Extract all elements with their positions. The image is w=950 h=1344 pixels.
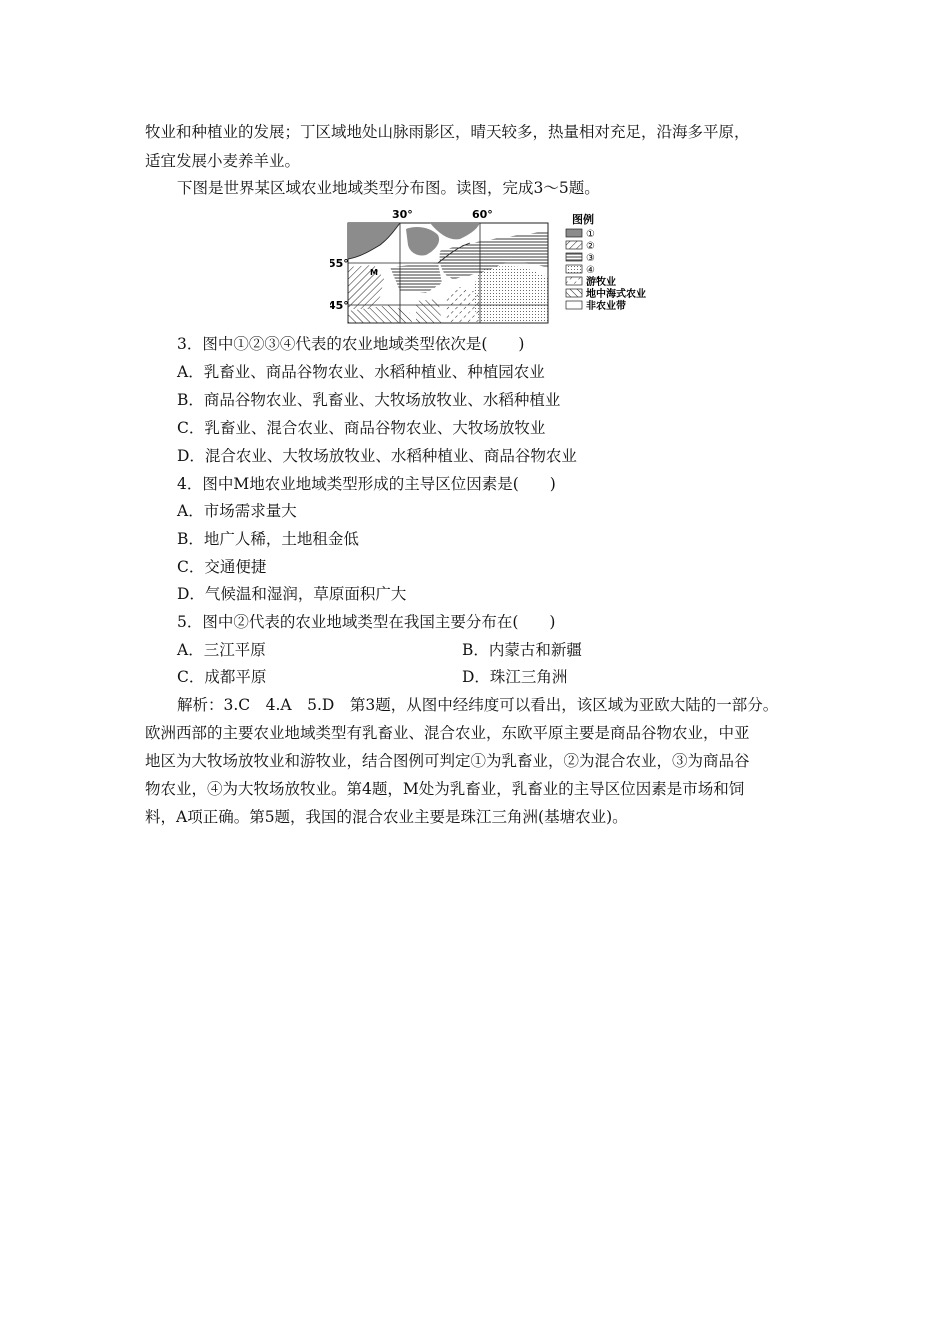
question-5-option-d: D．珠江三角洲 [462, 668, 568, 686]
explanation-line-5: 料，A项正确。第5题，我国的混合农业主要是珠江三角洲(基塘农业)。 [145, 808, 628, 826]
explanation-line-3: 地区为大牧场放牧业和游牧业，结合图例可判定①为乳畜业，②为混合农业，③为商品谷 [145, 752, 750, 770]
question-4: 4．图中M地农业地域类型形成的主导区位因素是( ) [177, 475, 556, 493]
question-4-option-a: A．市场需求量大 [177, 502, 297, 520]
question-3-option-b: B．商品谷物农业、乳畜业、大牧场放牧业、水稻种植业 [177, 391, 561, 409]
lat-label-55: 55° [330, 257, 349, 270]
text-line-1: 牧业和种植业的发展；丁区域地处山脉雨影区，晴天较多，热量相对充足，沿海多平原， [145, 123, 750, 141]
question-3-option-c: C．乳畜业、混合农业、商品谷物农业、大牧场放牧业 [177, 419, 546, 437]
legend-nomadic: 游牧业 [586, 277, 616, 288]
question-3: 3．图中①②③④代表的农业地域类型依次是( ) [177, 335, 525, 353]
explanation-line-4: 物农业，④为大牧场放牧业。第4题，M处为乳畜业，乳畜业的主导区位因素是市场和饲 [145, 780, 745, 798]
legend-4: ④ [586, 265, 595, 276]
question-3-option-a: A．乳畜业、商品谷物农业、水稻种植业、种植园农业 [177, 363, 545, 381]
text-line-2: 适宜发展小麦养羊业。 [145, 152, 301, 170]
question-4-option-c: C．交通便捷 [177, 558, 267, 576]
explanation-line-2: 欧洲西部的主要农业地域类型有乳畜业、混合农业，东欧平原主要是商品谷物农业，中亚 [145, 724, 750, 742]
lon-label-30: 30° [392, 208, 413, 221]
question-3-option-d: D．混合农业、大牧场放牧业、水稻种植业、商品谷物农业 [177, 447, 577, 465]
legend-1: ① [586, 229, 595, 240]
legend-title: 图例 [572, 213, 594, 226]
map-marker-m: M [370, 268, 378, 277]
question-4-option-d: D．气候温和湿润，草原面积广大 [177, 585, 407, 603]
question-4-option-b: B．地广人稀，土地租金低 [177, 530, 359, 548]
lat-label-45: 45° [330, 299, 349, 312]
question-5: 5．图中②代表的农业地域类型在我国主要分布在( ) [177, 613, 556, 631]
legend-mediterranean: 地中海式农业 [586, 289, 646, 300]
legend-non-agri: 非农业带 [586, 301, 626, 312]
legend-3: ③ [586, 253, 595, 264]
question-5-option-b: B．内蒙古和新疆 [462, 641, 582, 659]
question-5-option-a: A．三江平原 [177, 641, 266, 659]
agriculture-map [330, 205, 670, 327]
explanation-line-1: 解析：3.C 4.A 5.D 第3题，从图中经纬度可以看出，该区域为亚欧大陆的一部分。 [177, 696, 779, 714]
lon-label-60: 60° [472, 208, 493, 221]
question-5-option-c: C．成都平原 [177, 668, 267, 686]
figure-intro: 下图是世界某区域农业地域类型分布图。读图，完成3～5题。 [177, 179, 600, 197]
legend-2: ② [586, 241, 595, 252]
